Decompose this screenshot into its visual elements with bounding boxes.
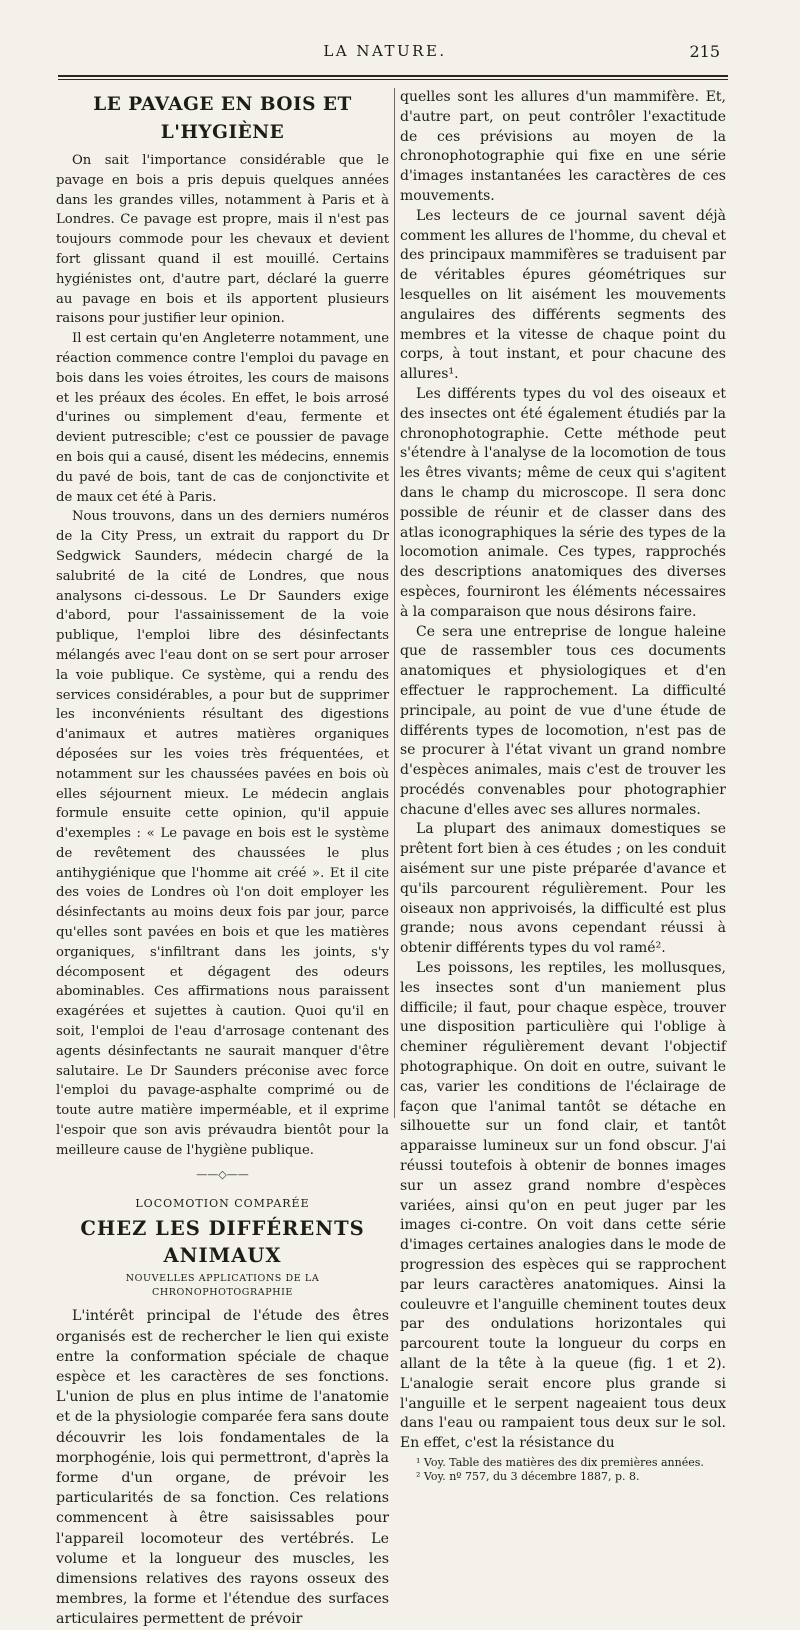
article2-paragraph: La plupart des animaux domestiques se prêtent fort bien à ces études ; on les conduit aisément sur une piste préparée d'avance et qu'ils parcourent régulièrement. Pour les oiseaux non apprivoisés, la difficulté est plus grande; nous avons cependant réussi à obtenir différents types du vol ramé². (400, 821, 726, 957)
section-ornament: ——◇—— (196, 1167, 249, 1181)
article2-subtitle: NOUVELLES APPLICATIONS DE LA CHRONOPHOTOGRAPHIE (125, 1273, 320, 1299)
page-number: 215 (689, 42, 720, 61)
article2-paragraph: Les différents types du vol des oiseaux et des insectes ont été également étudiés par la chronophotographie. Cette méthode peut s'étendre à l'analyse de la locomotion de tous les êtres vivants; même de ceux qui s'agitent dans le champ du microscope. Il sera donc possible de réunir et de classer dans des atlas iconographiques la série des types de la locomotion animale. Ces types, rapprochés des descriptions anatomiques des diverses espèces, fourniront les éléments nécessaires à la comparaison que nous désirons faire. (400, 385, 726, 620)
footnotes (400, 1456, 726, 1484)
footnote: ² Voy. nº 757, du 3 décembre 1887, p. 8. (416, 1469, 640, 1483)
article2-kicker: LOCOMOTION COMPARÉE (135, 1197, 310, 1211)
article2-title: CHEZ LES DIFFÉRENTS ANIMAUX (80, 1217, 365, 1268)
article2-paragraph: L'intérêt principal de l'étude des êtres organisés est de rechercher le lien qui existe entre la conformation spéciale de chaque espèce et les caractères de ses fonctions. L'union de plus en plus intime de l'anatomie et de la physiologie comparée fera sans doute découvrir les lois fondamentales de la morphogénie, lois qui permettront, d'après la forme d'un organe, de prévoir les particularités de sa fonction. Ces relations commencent à être saisissables pour l'appareil locomoteur des vertébrés. Le volume et la longueur des muscles, les dimensions relatives des rayons osseux des membres, la forme et l'étendue des surfaces articulaires permettent de prévoir (56, 1308, 389, 1628)
footnote: ¹ Voy. Table des matières des dix premières années. (416, 1455, 704, 1469)
article2-paragraph: Ce sera une entreprise de longue haleine que de rassembler tous ces documents anatomiques et physiologiques et d'en effectuer le rapprochement. La difficulté principale, au point de vue d'une étude de différents types de locomotion, n'est pas de se procurer à l'état vivant un grand nombre d'espèces animales, mais c'est de trouver les procédés convenables pour photographier chacune d'elles avec ses allures normales. (400, 623, 726, 818)
left-column (56, 88, 389, 1630)
article1-paragraph: Il est certain qu'en Angleterre notamment, une réaction commence contre l'emploi du pavage en bois dans les voies étroites, les cours de maisons et les préaux des écoles. En effet, le bois arrosé d'urines ou simplement d'eau, fermente et devient putrescible; c'est ce poussier de pavage en bois qui a causé, disent les médecins, ennemis du pavé de bois, tant de cas de conjonctivite et de maux cet été à Paris. (56, 331, 389, 505)
column-divider (394, 88, 395, 1118)
header-rule (58, 75, 728, 80)
article2-paragraph: Les lecteurs de ce journal savent déjà comment les allures de l'homme, du cheval et des principaux mammifères se traduisent par de véritables épures géométriques sur lesquelles on lit aisément les mouvements angulaires des différents segments des membres et la vitesse de chaque point du corps, à tout instant, et pour chacune des allures¹. (400, 207, 726, 383)
article2-paragraph: Les poissons, les reptiles, les mollusques, les insectes sont d'un maniement plus difficile; il faut, pour chaque espèce, trouver une disposition particulière qui l'oblige à cheminer régulièrement devant l'objectif photographique. On doit en outre, suivant le cas, varier les conditions de l'éclairage de façon que l'animal tantôt se détache en silhouette sur un fond clair, et tantôt apparaisse lumineux sur un fond obscur. J'ai réussi toutefois à obtenir de bonnes images sur un assez grand nombre d'espèces variées, ainsi qu'on en peut juger par les images ci-contre. On voit dans cette série d'images certaines analogies dans le mode de progression des espèces qui se rapprochent par leurs caractères anatomiques. Ainsi la couleuvre et l'anguille cheminent toutes deux par des ondulations horizontales qui parcourent toute la longueur du corps en allant de la tête à la queue (fig. 1 et 2). L'analogie serait encore plus grande si l'anguille et le serpent nageaient tous deux dans l'eau ou rampaient tous deux sur le sol. En effet, c'est la résistance du (400, 960, 726, 1452)
article1-paragraph: On sait l'importance considérable que le pavage en bois a pris depuis quelques années dans les grandes villes, notamment à Paris et à Londres. Ce pavage est propre, mais il n'est pas toujours commode pour les chevaux et devient fort glissant quand il est mouillé. Certains hygiénistes ont, d'autre part, déclaré la guerre au pavage en bois et ils apportent plusieurs raisons pour justifier leur opinion. (56, 153, 389, 327)
article2-paragraph: quelles sont les allures d'un mammifère. Et, d'autre part, on peut contrôler l'exactitude de ces prévisions au moyen de la chronophotographie qui fixe en une série d'images instantanées les caractères de ces mouvements. (400, 89, 726, 204)
running-title: LA NATURE. (323, 42, 447, 60)
article1-title: LE PAVAGE EN BOIS ET L'HYGIÈNE (93, 94, 352, 143)
right-column (400, 88, 726, 1484)
article1-paragraph: Nous trouvons, dans un des derniers numéros de la City Press, un extrait du rapport du Dr Sedgwick Saunders, médecin chargé de la salubrité de la cité de Londres, que nous analysons ci-dessous. Le Dr Saunders exige d'abord, pour l'assainissement de la voie publique, l'emploi libre des désinfectants mélangés avec l'eau dont on se sert pour arroser la voie publique. Ce système, qui a rendu des services considérables, a pour but de supprimer les inconvénients résultant des digestions d'animaux et autres matières organiques déposées sur les voies très fréquentées, et notamment sur les chaussées pavées en bois où elles séjournent mieux. Le médecin anglais formule ensuite cette opinion, qu'il appuie d'exemples : « Le pavage en bois est le système de revêtement des chaussées le plus antihygiénique que l'homme ait créé ». Et il cite des voies de Londres où l'on doit employer les désinfectants au moins deux fois par jour, parce qu'elles sont pavées en bois et que les matières organiques, s'infiltrant dans les joints, s'y décomposent et dégagent des odeurs abominables. Ces affirmations nous paraissent exagérées et sujettes à caution. Quoi qu'il en soit, l'emploi de l'eau d'arrosage contenant des agents désinfectants ne saurait manquer d'être salutaire. Le Dr Saunders préconise avec force l'emploi du pavage-asphalte comprimé ou de toute autre matière imperméable, et il exprime l'espoir que son avis prévaudra bientôt pour la meilleure cause de l'hygiène publique. (56, 509, 389, 1158)
